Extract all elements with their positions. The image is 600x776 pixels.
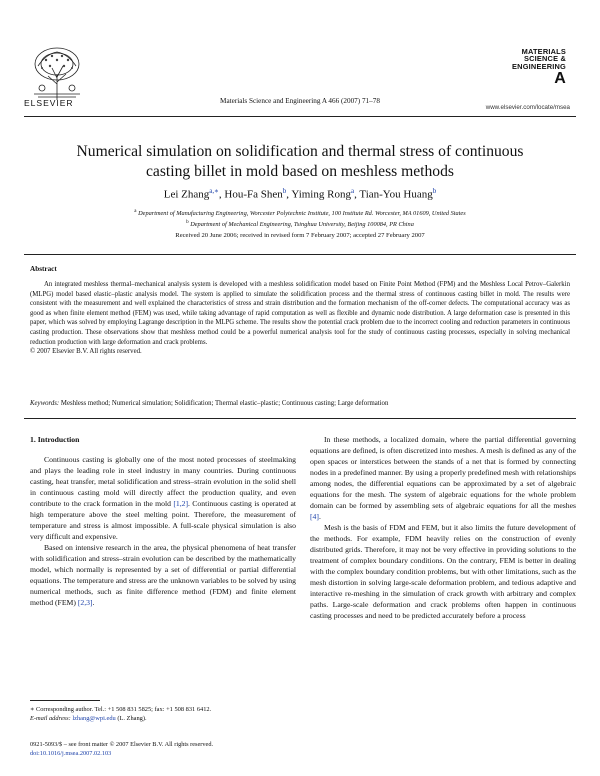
abstract-text: An integrated meshless thermal–mechanical analysis system is developed with a meshless solidification model based on Finite Point Method (FPM) and the Meshless Local Petrov–Galerkin (MLPG) model based elastic–plastic analysis model. The system is applied to simulate the solidification process and the thermal stress of continuous casting billet in mold. The results were consistent with the measurement and well explained the characteristics of stress and strain distribution and the formation mechanism of the off-corner defects. The computational accuracy was as good as when finite element method (FEM) was used, while taking advantage of rapid computation as well as flexible and dynamic node distribution. A large deformation case is presented in this paper, which was solved by employing Lagrange description in the MLPG scheme. The results show the potential crack problem due to the incorrect cooling and reduction parameters in continuous casting production. These observations show that meshless method could be a powerful numerical analysis tool for the study of continuous casting processes, especially in solving mechanical reduction production with large deformation and crack problems. xyxy=(30,281,570,346)
journal-logo-letter: A xyxy=(554,70,566,88)
journal-logo xyxy=(490,48,566,87)
email-suffix: (L. Zhang). xyxy=(115,715,147,722)
paragraph-text: In these methods, a localized domain, where the partial differential governing equations are defined, is often discretized into meshes. A mesh is defined as any of the open spaces or interstices between the stands of a net that is formed by connecting nodes in a predefined manner. By using a properly predefined mesh with relationships among nodes, the differential equations can be approximated by a set of algebraic equations for the mesh. The system of algebraic equations for the whole problem domain can be formed by assembling sets of algebraic equations for all the meshes xyxy=(310,435,576,510)
citation-link[interactable]: [4] xyxy=(310,512,319,521)
citation-link[interactable]: [1,2] xyxy=(173,499,189,508)
email-link[interactable]: lzhang@wpi.edu xyxy=(72,715,116,722)
author-list: Lei Zhang$^{a,∗}$, Hou-Fa Shen$^b$, Yiming Rong$^a$, Tian-You Huang$^b$ xyxy=(163,187,437,201)
affiliation-text: Department of Mechanical Engineering, Tsinghua University, Beijing 100084, PR China xyxy=(190,220,414,228)
paragraph-text: . xyxy=(92,598,95,607)
journal-logo-line: SCIENCE & xyxy=(523,54,566,64)
doi-link[interactable]: doi:10.1016/j.msea.2007.02.103 xyxy=(30,750,112,757)
abstract-copyright: © 2007 Elsevier B.V. All rights reserved. xyxy=(30,348,142,356)
citation-link[interactable]: [2,3] xyxy=(77,598,93,607)
paragraph-text: . Continuous casting is operated at high temperature above the steel melting point. Therefore, the measurement of temperature and stress is almost impossible. A full-scale physical simulation is also very difficult and expensive. xyxy=(30,499,296,541)
affiliation-mark: b xyxy=(186,219,189,225)
affiliations xyxy=(30,208,570,229)
author-mark: b xyxy=(432,187,437,195)
footnote-rule xyxy=(30,700,100,701)
author-mark: b xyxy=(282,187,287,195)
affiliation xyxy=(30,219,570,230)
left-column xyxy=(30,434,296,608)
corresponding-author: ∗ Corresponding author. Tel.: +1 508 831 5825; fax: +1 508 831 6412. xyxy=(30,706,212,713)
paragraph: Mesh is the basis of FDM and FEM, but it also limits the future development of the methods. For example, FDM heavily relies on the construction of evenly distributed grids. Therefore, it may not be very effective in providing solutions to the treatment of complex boundary conditions. On the contrary, FEM is better in dealing with the complex boundary condition problems, but with other limitations, such as the mesh distortion in solving large-scale deformation problem, and tedious adaptive and interactive re-meshing in the simulation of crack growth with arbitrary and complex paths. Large-scale deformation and crack problems often happen in continuous casting processes and need to be predicted accurately before a process xyxy=(310,523,576,620)
received-dates: Received 20 June 2006; received in revised form 7 February 2007; accepted 27 February 2007 xyxy=(175,232,425,239)
elsevier-tree-logo xyxy=(28,44,86,102)
author-mark: a,∗ xyxy=(209,187,219,195)
paragraph xyxy=(310,434,576,522)
author-mark: a xyxy=(350,187,355,195)
paragraph xyxy=(30,542,296,608)
email-line xyxy=(30,714,296,723)
keywords xyxy=(30,400,570,407)
publisher-name: ELSEVIER xyxy=(24,98,74,108)
affiliation-text: Department of Manufacturing Engineering, Worcester Polytechnic Institute, 100 Institute Rd. Worcester, MA 01609, United States xyxy=(138,210,466,218)
issn-block xyxy=(30,740,213,758)
journal-website: www.elsevier.com/locate/msea xyxy=(485,104,570,111)
right-column xyxy=(310,434,576,621)
author-name: Hou-Fa Shen xyxy=(224,188,283,201)
abstract-body xyxy=(30,280,570,357)
paragraph-text: Continuous casting is globally one of the most noted processes of steelmaking and plays the leading role in steel industry in many countries. During continuous casting, heat transfer, metal solidification and stress–strain evolution in the solid shell in continuous casting mold will directly affect the production quality, and even contribute to the crack formation in the mold xyxy=(30,455,296,508)
section-heading: 1. Introduction xyxy=(30,435,80,444)
header-divider xyxy=(24,116,576,117)
keywords-label: Keywords: xyxy=(30,400,60,407)
email-label: E-mail address: xyxy=(30,715,71,722)
paragraph-text: . xyxy=(318,512,321,521)
article-title: Numerical simulation on solidification and thermal stress of continuous casting billet in mold based on meshless methods xyxy=(76,143,524,180)
paragraph xyxy=(30,454,296,542)
author-name: Yiming Rong xyxy=(291,188,351,201)
author-name: Tian-You Huang xyxy=(359,188,433,201)
issn-line: 0921-5093/$ – see front matter © 2007 Elsevier B.V. All rights reserved. xyxy=(30,741,214,748)
title-divider xyxy=(24,254,576,255)
journal-logo-line: MATERIALS xyxy=(521,47,566,56)
affiliation xyxy=(30,208,570,219)
abstract-divider xyxy=(24,418,576,419)
author-name: Lei Zhang xyxy=(163,188,210,201)
abstract-heading: Abstract xyxy=(30,265,57,273)
affiliation-mark: a xyxy=(134,209,137,214)
journal-citation: Materials Science and Engineering A 466 (2007) 71–78 xyxy=(220,97,380,105)
paragraph-text: Based on intensive research in the area, the physical phenomena of heat transfer with solidification and stress–strain evolution can be described by the mathematically model, which normally is represented by a set of differential or partial differential equations. The temperature and stress are the unknown variables to be solved by using numerical methods, such as finite difference method (FDM) and finite element method (FEM) xyxy=(30,543,296,607)
footnote xyxy=(30,705,296,723)
keywords-text: Meshless method; Numerical simulation; Solidification; Thermal elastic–plastic; Continuous casting; Large deformation xyxy=(60,400,389,407)
journal-logo-line: ENGINEERING xyxy=(512,61,566,71)
